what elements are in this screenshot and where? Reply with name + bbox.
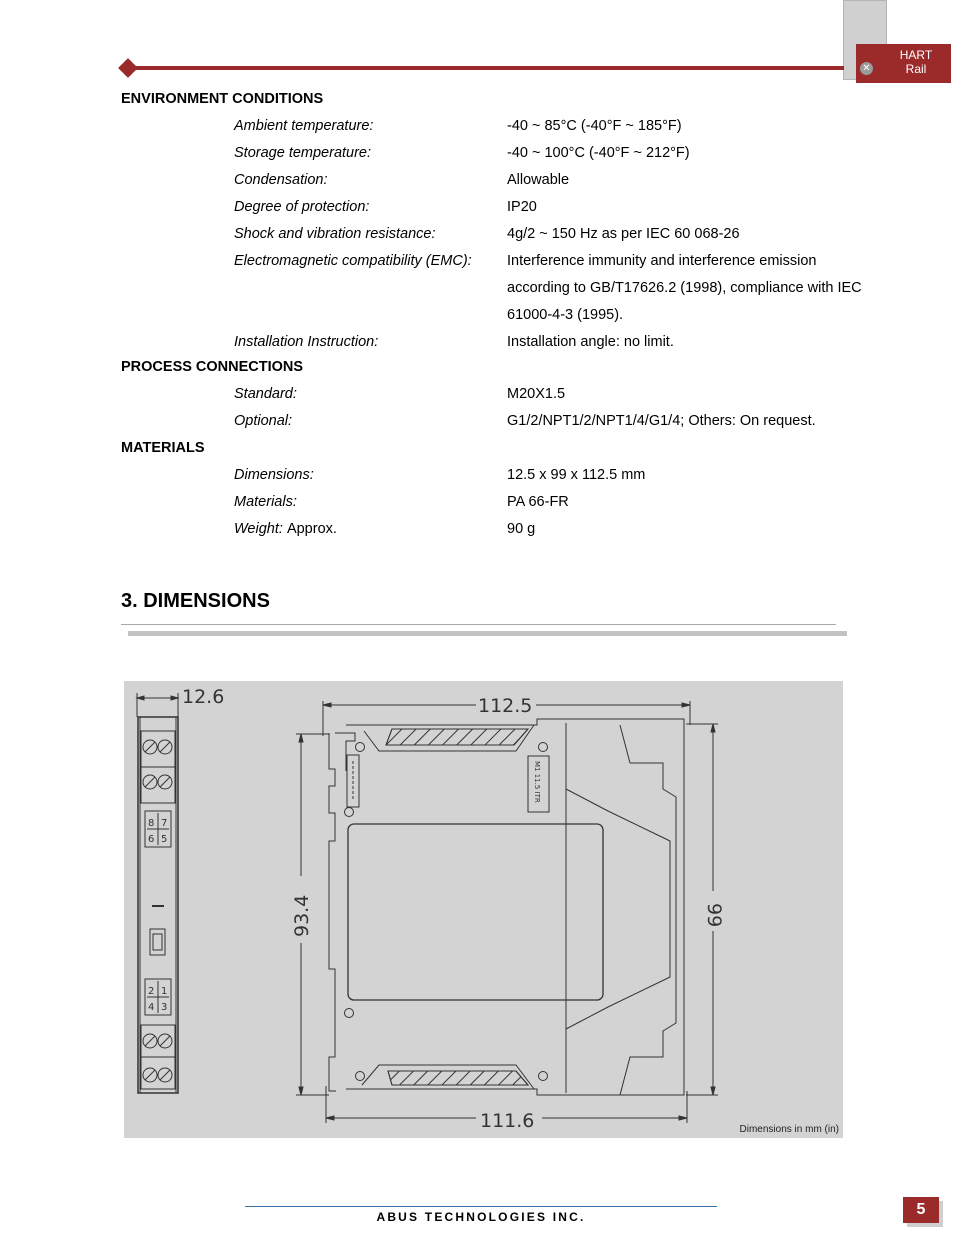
spec-value: 61000-4-3 (1995). bbox=[507, 307, 624, 323]
header-tab-label bbox=[884, 48, 948, 76]
dimension-drawing bbox=[124, 681, 843, 1138]
spec-label bbox=[234, 199, 369, 215]
spec-value: 4g/2 ~ 150 Hz as per IEC 60 068-26 bbox=[507, 226, 740, 242]
section-heading-materials: MATERIALS bbox=[121, 440, 205, 456]
spec-label-text: Standard: bbox=[234, 386, 297, 402]
right-dim-label: 99 bbox=[703, 903, 725, 928]
spec-label-text: Ambient temperature: bbox=[234, 118, 374, 134]
title-rule-thick bbox=[128, 631, 847, 636]
section-heading-environment: ENVIRONMENT CONDITIONS bbox=[121, 91, 324, 107]
spec-value: -40 ~ 100°C (-40°F ~ 212°F) bbox=[507, 145, 690, 161]
spec-label-text: Installation Instruction: bbox=[234, 334, 379, 350]
spec-value: PA 66-FR bbox=[507, 494, 569, 510]
terminal-num-2: 2 bbox=[148, 986, 155, 997]
page-number: 5 bbox=[903, 1197, 939, 1223]
drawing-caption: Dimensions in mm (in) bbox=[739, 1124, 839, 1135]
terminal-num-8: 8 bbox=[148, 818, 155, 829]
spec-label-text: Condensation: bbox=[234, 172, 328, 188]
side-view bbox=[296, 701, 718, 1123]
spec-label bbox=[234, 413, 292, 429]
spec-label-text: Degree of protection: bbox=[234, 199, 370, 215]
spec-label bbox=[234, 386, 297, 402]
bottom-dim-label: 111.6 bbox=[480, 1110, 535, 1132]
spec-label bbox=[234, 172, 328, 188]
spec-label-plain: Approx. bbox=[286, 521, 337, 537]
spec-label-text: Materials: bbox=[234, 494, 297, 510]
spec-label bbox=[234, 253, 472, 269]
spec-label-text: Storage temperature: bbox=[234, 145, 372, 161]
spec-label-text: Dimensions: bbox=[234, 467, 314, 483]
spec-value: 12.5 x 99 x 112.5 mm bbox=[507, 467, 646, 483]
header-tab-line1: HART bbox=[899, 48, 933, 62]
dimensions-title: 3. DIMENSIONS bbox=[121, 590, 270, 612]
spec-value: G1/2/NPT1/2/NPT1/4/G1/4; Others: On request. bbox=[507, 413, 816, 429]
spec-label-text: Electromagnetic compatibility (EMC): bbox=[234, 253, 472, 269]
spec-value: 90 g bbox=[507, 521, 536, 537]
spec-value: Interference immunity and interference emission bbox=[507, 253, 817, 269]
terminal-num-6: 6 bbox=[148, 834, 155, 845]
left-dim-label: 93.4 bbox=[291, 894, 313, 937]
spec-label bbox=[234, 226, 436, 242]
terminal-num-3: 3 bbox=[161, 1002, 168, 1013]
spec-value: M20X1.5 bbox=[507, 386, 566, 402]
top-dim-label: 112.5 bbox=[478, 695, 533, 717]
spec-value: IP20 bbox=[507, 199, 537, 215]
header-tab-line2: Rail bbox=[905, 62, 927, 76]
footer-company: ABUS TECHNOLOGIES INC. bbox=[376, 1210, 586, 1224]
terminal-num-5: 5 bbox=[161, 834, 168, 845]
spec-value: Installation angle: no limit. bbox=[507, 334, 674, 350]
thread-tag-label: M1 11.5 ITR bbox=[533, 761, 541, 803]
title-rule bbox=[121, 624, 836, 625]
terminal-num-4: 4 bbox=[148, 1002, 155, 1013]
spec-label bbox=[234, 118, 373, 134]
close-icon: ✕ bbox=[860, 62, 873, 75]
spec-label bbox=[234, 494, 297, 510]
front-view bbox=[137, 693, 178, 1093]
spec-label-text: Shock and vibration resistance: bbox=[234, 226, 436, 242]
width-dim-label: 12.6 bbox=[182, 686, 225, 708]
header-rule bbox=[128, 66, 844, 70]
spec-label bbox=[234, 145, 371, 161]
footer-rule bbox=[245, 1206, 717, 1207]
header-diamond-icon bbox=[118, 58, 138, 78]
spec-label-text: Weight: bbox=[234, 521, 283, 537]
dimension-drawing-svg bbox=[124, 681, 843, 1138]
terminal-num-7: 7 bbox=[161, 818, 168, 829]
spec-value: -40 ~ 85°C (-40°F ~ 185°F) bbox=[507, 118, 682, 134]
spec-label bbox=[234, 521, 337, 537]
spec-label bbox=[234, 334, 378, 350]
terminal-num-1: 1 bbox=[161, 986, 168, 997]
spec-value: according to GB/T17626.2 (1998), compliance with IEC bbox=[507, 280, 862, 296]
spec-label-text: Optional: bbox=[234, 413, 293, 429]
section-heading-process: PROCESS CONNECTIONS bbox=[121, 359, 304, 375]
spec-label bbox=[234, 467, 314, 483]
spec-value: Allowable bbox=[507, 172, 570, 188]
